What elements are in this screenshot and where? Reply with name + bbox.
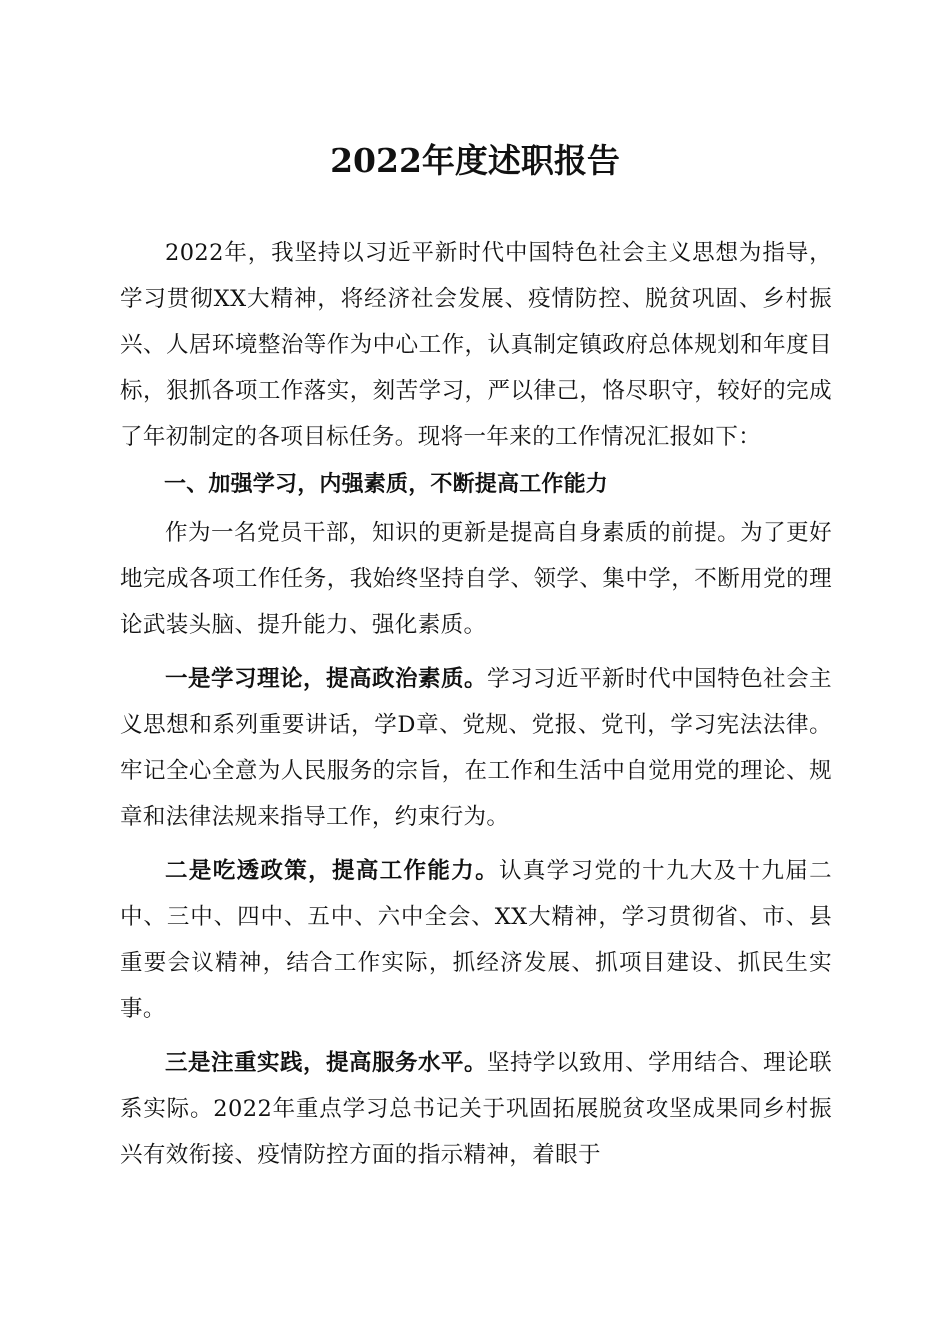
- intro-paragraph: 2022年，我坚持以习近平新时代中国特色社会主义思想为指导，学习贯彻XX大精神，将经济社会发展、疫情防控、脱贫巩固、乡村振兴、人居环境整治等作为中心工作，认真制定镇政府总体规划和年度目标，狠抓各项工作落实，刻苦学习，严以律己，恪尽职守，较好的完成了年初制定的各项目标任务。现将一年来的工作情况汇报如下：: [120, 240, 832, 450]
- point-paragraph-3: [120, 1040, 832, 1178]
- document-body: [120, 230, 832, 1180]
- point-text: 学习习近平新时代中国特色社会主义思想和系列重要讲话，学D章、党规、党报、党刊，学习宪法法律。牢记全心全意为人民服务的宗旨，在工作和生活中自觉用党的理论、规章和法律法规来指导工作，约束行为。: [120, 666, 832, 830]
- section-heading: 一、加强学习，内强素质，不断提高工作能力: [164, 472, 609, 497]
- point-text: 坚持学以致用、学用结合、理论联系实际。2022年重点学习总书记关于巩固拓展脱贫攻坚成果同乡村振兴有效衔接、疫情防控方面的指示精神，着眼于: [120, 1050, 832, 1168]
- point-paragraph-2: [120, 848, 832, 1032]
- point-paragraph-1: [120, 656, 832, 840]
- document-title: 2022年度述职报告: [330, 141, 620, 180]
- point-text: 认真学习党的十九大及十九届二中、三中、四中、五中、六中全会、XX大精神，学习贯彻省、市、县重要会议精神，结合工作实际，抓经济发展、抓项目建设、抓民生实事。: [120, 858, 832, 1022]
- point-lead: 一是学习理论，提高政治素质。: [165, 666, 488, 692]
- point-lead: 二是吃透政策，提高工作能力。: [165, 858, 499, 884]
- section-paragraph: 作为一名党员干部，知识的更新是提高自身素质的前提。为了更好地完成各项工作任务，我始终坚持自学、领学、集中学，不断用党的理论武装头脑、提升能力、强化素质。: [120, 520, 832, 638]
- point-lead: 三是注重实践，提高服务水平。: [165, 1050, 488, 1076]
